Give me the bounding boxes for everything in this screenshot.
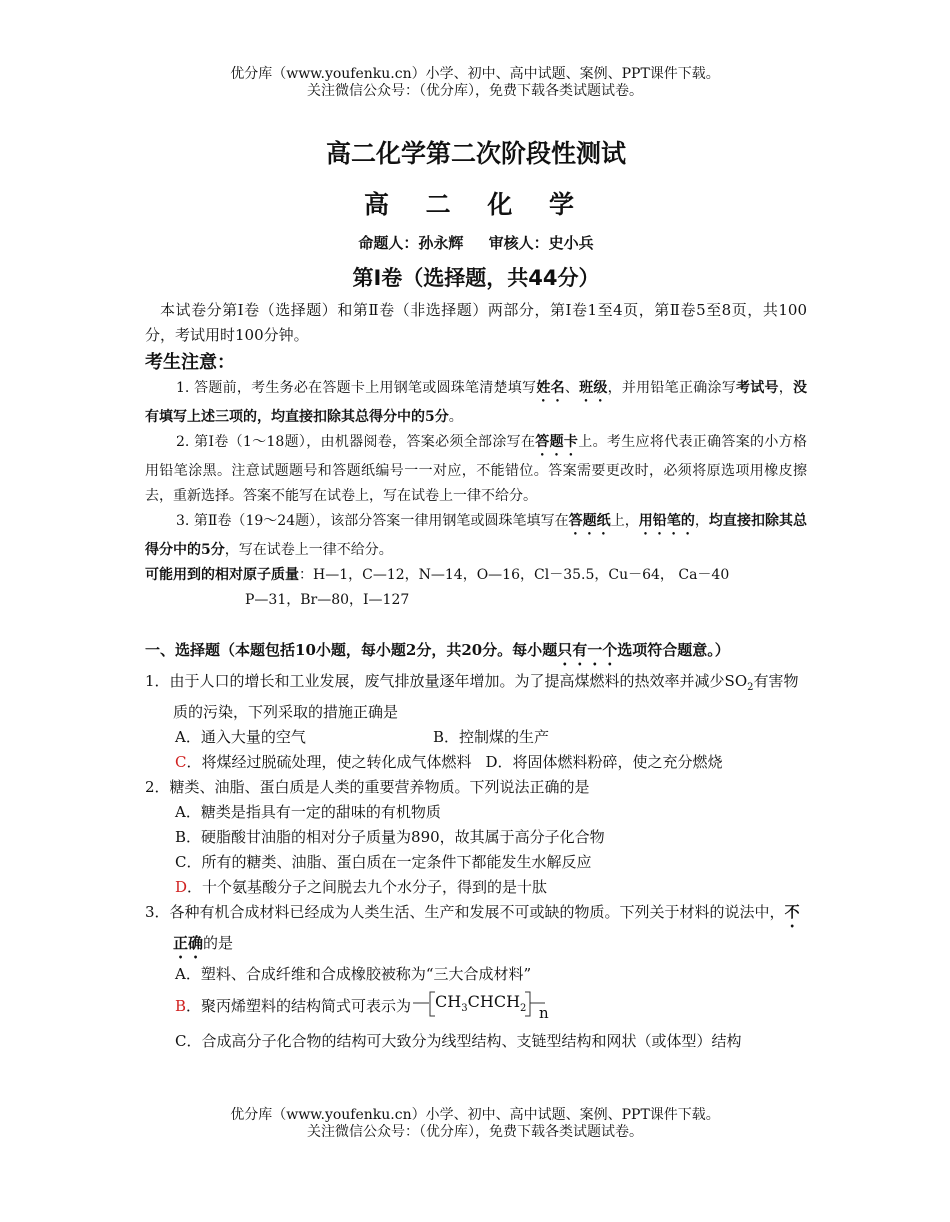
header-line-1: 优分库（www.youfenku.cn）小学、初中、高中试题、案例、PPT课件下载。: [230, 66, 720, 82]
text: ，并用铅笔正确涂写: [607, 380, 736, 396]
exam-content: [145, 136, 807, 1054]
question-1-stem: [145, 669, 807, 725]
notice-title: 考生注意：: [145, 352, 235, 373]
text: 的是: [203, 934, 234, 952]
text: 1．由于人口的增长和工业发展，废气排放量逐年增加。为了提高煤燃料的热效率并减少SO: [145, 672, 748, 690]
text: 2. 第Ⅰ卷（1～18题），由机器阅卷，答案必须全部涂写在: [176, 434, 536, 450]
reviewer: 审核人：史小兵: [488, 234, 594, 252]
page-footer: [0, 1107, 950, 1141]
question-1-options-ab: [145, 725, 807, 750]
subscript: 2: [747, 682, 754, 693]
q2-option-a: A．糖类是指具有一定的甜味的有机物质: [175, 803, 441, 821]
q3-option-b-letter: B: [175, 997, 187, 1015]
notice-item-1: [145, 376, 807, 430]
formula-part: CHCH: [467, 992, 521, 1011]
text: 3. 第Ⅱ卷（19～24题），该部分答案一律用钢笔或圆珠笔填写在: [176, 513, 569, 529]
q1-option-d: D．将固体燃料粉碎，使之充分燃烧: [485, 753, 723, 771]
bold-exam-number: 考试号: [735, 380, 779, 396]
text: 3．各种有机合成材料已经成为人类生活、生产和发展不可或缺的物质。下列关于材料的说法中，: [145, 903, 785, 921]
text: 选项符合题意。）: [617, 641, 730, 659]
exam-subtitle: 高 二 化 学: [363, 190, 589, 219]
q2-option-c: C．所有的糖类、油脂、蛋白质在一定条件下都能发生水解反应: [175, 853, 592, 871]
text: 。: [448, 409, 463, 425]
bold-penalty-2: 均直接扣除其总得分中的5分: [145, 513, 808, 558]
q1-option-b: B．控制煤的生产: [433, 728, 550, 746]
emphasis-answer-sheet: 答题纸: [568, 513, 611, 529]
header-line-2: 关注微信公众号：（优分库），免费下载各类试题试卷。: [307, 83, 643, 99]
emphasis-incorrect: 不正确: [173, 903, 800, 952]
notice-item-2: [145, 430, 807, 509]
text: 上，: [610, 513, 639, 529]
atomic-masses-line-2: P—31，Br—80，I—127: [245, 592, 410, 608]
text: 一、选择题（本题包括10小题，每小题2分，共20分。每小题: [145, 641, 558, 659]
q3-option-b: [145, 987, 807, 1025]
volume-title: 第Ⅰ卷（选择题，共44分）: [352, 266, 600, 290]
footer-line-2: 关注微信公众号：（优分库），免费下载各类试题试卷。: [307, 1124, 643, 1140]
q2-option-d-text: ．十个氨基酸分子之间脱去九个水分子，得到的是十肽: [187, 878, 548, 896]
text: 1. 答题前，考生务必在答题卡上用钢笔或圆珠笔清楚填写: [176, 380, 537, 396]
authors-line: [145, 228, 807, 258]
footer-line-1: 优分库（www.youfenku.cn）小学、初中、高中试题、案例、PPT课件下载。: [230, 1107, 720, 1123]
formula-sub: 2: [520, 1003, 527, 1015]
atomic-masses-label: 可能用到的相对原子质量: [145, 567, 299, 583]
question-1-options-cd: [145, 750, 807, 775]
emphasis-pencil: 用铅笔的: [638, 513, 695, 529]
formula-sub: 3: [461, 1003, 468, 1015]
q2-option-d-letter: D: [175, 878, 188, 896]
text: 、: [564, 380, 580, 396]
notice-item-3: [145, 509, 807, 563]
atomic-masses-line-1: ：H—1，C—12，N—14，O—16，Cl－35.5，Cu－64， Ca－40: [299, 567, 730, 583]
text: ，: [694, 513, 709, 529]
formula-part: CH: [435, 992, 462, 1011]
q1-option-c-letter: C: [175, 753, 187, 771]
text: ，写在试卷上一律不给分。: [224, 542, 393, 558]
question-2-stem: 2．糖类、油脂、蛋白质是人类的重要营养物质。下列说法正确的是: [145, 778, 590, 796]
q3-option-b-text: ．聚丙烯塑料的结构简式可表示为: [186, 997, 412, 1015]
question-3-stem: [145, 900, 807, 962]
formula-n: n: [539, 1004, 549, 1022]
exam-title: 高二化学第二次阶段性测试: [325, 139, 626, 168]
atomic-masses: [145, 563, 807, 588]
q3-option-c: C．合成高分子化合物的结构可大致分为线型结构、支链型结构和网状（或体型）结构: [175, 1032, 742, 1050]
emphasis-name: 姓名: [536, 380, 565, 396]
emphasis-answer-card: 答题卡: [535, 434, 579, 450]
page-header: [0, 66, 950, 100]
text: ，: [778, 380, 794, 396]
text: 有害物质的污染，下列采取的措施正确是: [173, 672, 799, 721]
q1-option-a: A．通入大量的空气: [175, 728, 306, 746]
polypropylene-formula: [413, 990, 563, 1024]
q1-option-c: ．将煤经过脱硫处理，使之转化成气体燃料: [186, 753, 472, 771]
q3-option-a: A．塑料、合成纤维和合成橡胶被称为“三大合成材料”: [175, 965, 532, 983]
q2-option-d: [145, 875, 807, 900]
emphasis-class: 班级: [579, 380, 608, 396]
q2-option-b: B．硬脂酸甘油脂的相对分子质量为890，故其属于高分子化合物: [175, 828, 605, 846]
intro-paragraph: 本试卷分第Ⅰ卷（选择题）和第Ⅱ卷（非选择题）两部分，第Ⅰ卷1至4页，第Ⅱ卷5至8页，共100分，考试用时100分钟。: [145, 301, 807, 344]
text: 上。考生应将代表正确答案的小方格用铅笔涂黑。注意试题题号和答题纸编号一一对应，不能错位。答案需要更改时，必须将原选项用橡皮擦去，重新选择。答案不能写在试卷上，写在试卷上一律不给分。: [145, 434, 808, 504]
emphasis-only-one: 只有一个: [557, 641, 618, 659]
formula-repeat-unit: [435, 990, 526, 1021]
setter: 命题人：孙永辉: [358, 234, 464, 252]
section-1-heading: [145, 635, 807, 669]
bold-penalty: 没有填写上述三项的，均直接扣除其总得分中的5分: [145, 380, 808, 425]
